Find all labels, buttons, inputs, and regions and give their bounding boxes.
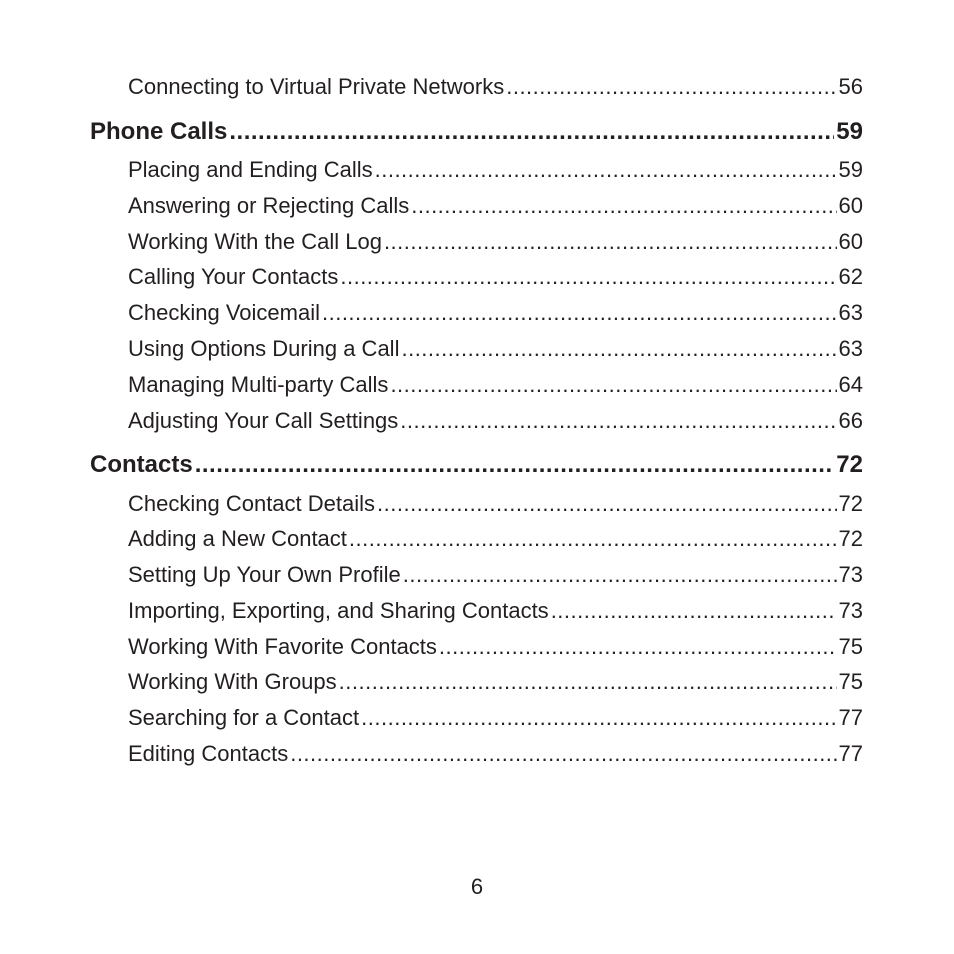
toc-entry-page: 72 [838,491,863,516]
toc-entry-page: 66 [838,408,863,433]
toc-entry-page: 72 [838,526,863,551]
toc-entry-title: Checking Voicemail [128,300,320,325]
toc-entry-title: Checking Contact Details [128,491,376,516]
toc-entry-page: 77 [838,741,863,766]
toc-entry-page: 60 [838,193,863,218]
toc-entry-title: Editing Contacts [128,741,289,766]
toc-entry-answering-rejecting-calls[interactable] [128,191,863,221]
toc-entry-page: 73 [838,598,863,623]
leader-dots [506,72,836,102]
toc-entry-own-profile[interactable] [128,560,863,590]
toc-entry-page: 62 [838,264,863,289]
toc-section-title: Contacts [90,451,193,478]
leader-dots [290,739,836,769]
leader-dots [349,524,837,554]
toc-entry-page: 56 [838,74,863,99]
toc-entry-title: Managing Multi-party Calls [128,372,389,397]
toc-entry-searching-contact[interactable] [128,703,863,733]
toc-entry-title: Using Options During a Call [128,336,400,361]
toc-entry-title: Answering or Rejecting Calls [128,193,410,218]
toc-entry-editing-contacts[interactable] [128,739,863,769]
leader-dots [339,667,837,697]
toc-section-page: 59 [836,118,863,145]
toc-entry-page: 63 [838,300,863,325]
toc-entry-title: Adjusting Your Call Settings [128,408,399,433]
page-number: 6 [470,874,484,899]
toc-entry-placing-ending-calls[interactable] [128,155,863,185]
toc-entry-calling-contacts[interactable] [128,262,863,292]
toc-entry-call-log[interactable] [128,227,863,257]
toc-entry-title: Connecting to Virtual Private Networks [128,74,505,99]
toc-entry-title: Searching for a Contact [128,705,360,730]
toc-entry-call-settings[interactable] [128,406,863,436]
leader-dots [390,370,836,400]
toc-entry-title: Importing, Exporting, and Sharing Contacts [128,598,549,623]
leader-dots [195,449,835,481]
toc-section-phone-calls[interactable] [90,116,863,148]
toc-entry-page: 77 [838,705,863,730]
leader-dots [384,227,837,257]
leader-dots [411,191,836,221]
toc-entry-options-during-call[interactable] [128,334,863,364]
toc-entry-import-export-share[interactable] [128,596,863,626]
toc-entry-page: 59 [838,157,863,182]
leader-dots [340,262,836,292]
leader-dots [229,116,834,148]
toc-entry-multi-party-calls[interactable] [128,370,863,400]
leader-dots [377,489,837,519]
toc-entry-page: 60 [838,229,863,254]
toc-entry-contact-details[interactable] [128,489,863,519]
leader-dots [551,596,837,626]
toc-entry-title: Calling Your Contacts [128,264,339,289]
leader-dots [375,155,837,185]
toc-entry-title: Adding a New Contact [128,526,347,551]
toc-entry-connecting-vpn[interactable] [128,72,863,102]
toc-entry-favorite-contacts[interactable] [128,632,863,662]
leader-dots [403,560,837,590]
toc-entry-groups[interactable] [128,667,863,697]
toc-section-contacts[interactable] [90,449,863,481]
toc-entry-title: Placing and Ending Calls [128,157,373,182]
toc-entry-title: Working With Favorite Contacts [128,634,437,659]
toc-entry-title: Working With Groups [128,669,337,694]
leader-dots [401,334,836,364]
toc-entry-title: Setting Up Your Own Profile [128,562,401,587]
leader-dots [361,703,836,733]
toc-entry-page: 73 [838,562,863,587]
toc-entry-page: 64 [838,372,863,397]
toc-section-title: Phone Calls [90,118,228,145]
toc-entry-page: 75 [838,634,863,659]
toc-entry-page: 75 [838,669,863,694]
toc-entry-checking-voicemail[interactable] [128,298,863,328]
toc-entry-page: 63 [838,336,863,361]
leader-dots [322,298,837,328]
leader-dots [400,406,836,436]
toc-entry-title: Working With the Call Log [128,229,382,254]
toc-entry-adding-contact[interactable] [128,524,863,554]
toc-section-page: 72 [836,451,863,478]
leader-dots [439,632,837,662]
